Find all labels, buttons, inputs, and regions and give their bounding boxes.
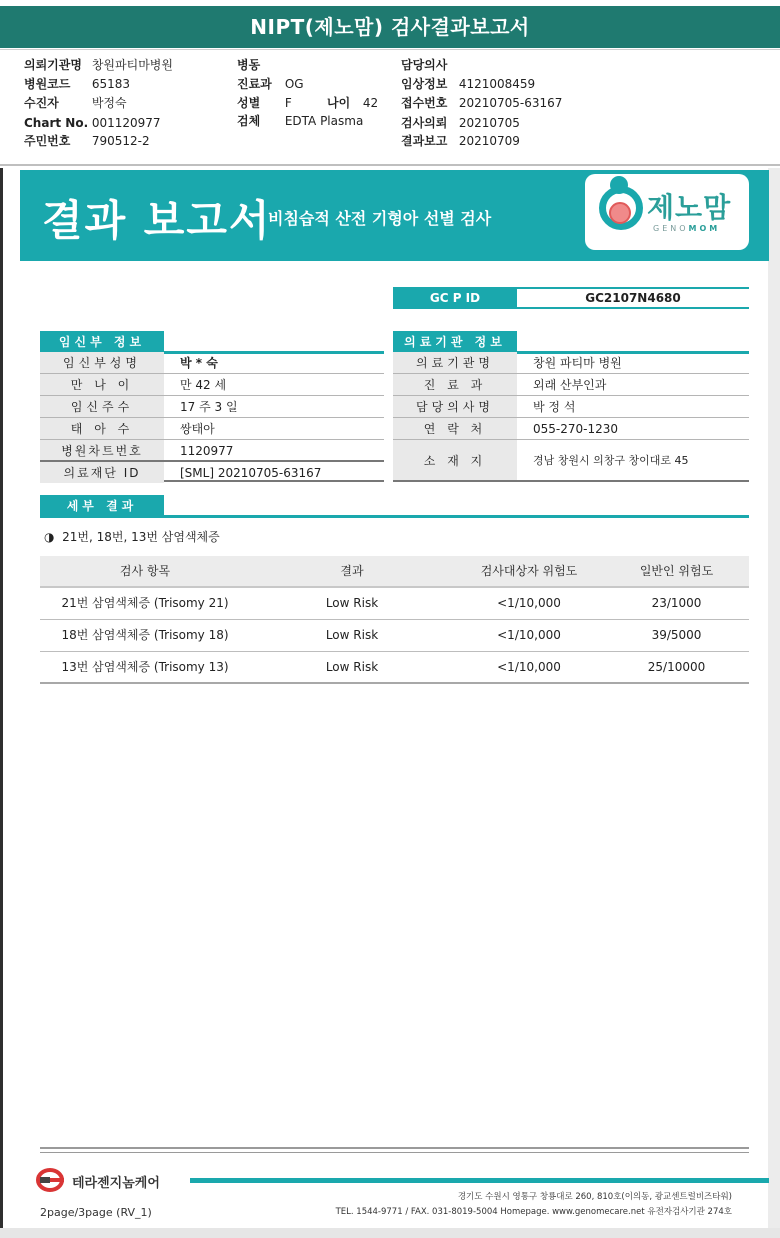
header-row: 주민번호 790512-2 xyxy=(24,134,150,148)
half-circle-icon: ◑ xyxy=(44,530,55,544)
table-row: 13번 삼염색체증 (Trisomy 13) Low Risk <1/10,000 25/10000 xyxy=(40,652,749,684)
section-divider xyxy=(40,515,749,518)
table-row: 21번 삼염색체증 (Trisomy 21) Low Risk <1/10,000 23/1000 xyxy=(40,588,749,620)
header-row: 병원코드 65183 xyxy=(24,77,131,91)
section-title: 임신부 정보 xyxy=(40,331,164,353)
header-row: 결과보고 20210709 xyxy=(401,134,520,148)
section-title: 의료기관 정보 xyxy=(393,331,517,353)
info-row: 만 나 이 만 42 세 xyxy=(40,374,384,396)
company-contact: TEL. 1544-9771 / FAX. 031-8019-5004 Homepage. www.genomecare.net 유전자검사기관 274호 xyxy=(335,1207,732,1217)
header-row: 성별 F xyxy=(237,96,292,110)
section-title: 세부 결과 xyxy=(40,495,164,517)
logo-head-icon xyxy=(610,176,628,194)
pregnant-info-table xyxy=(40,352,384,482)
header-row: 검체 EDTA Plasma xyxy=(237,114,364,128)
header-row: 담당의사 xyxy=(401,58,448,72)
banner-title: 결과 보고서 xyxy=(42,196,272,245)
report-title: NIPT(제노맘) 검사결과보고서 xyxy=(0,6,780,48)
info-row: 소 재 지 경남 창원시 의창구 창이대로 45 xyxy=(393,440,749,482)
detail-head xyxy=(40,495,749,517)
info-row: 의료기관명 창원 파티마 병원 xyxy=(393,352,749,374)
pregnant-info-head xyxy=(40,331,384,353)
logo-baby-icon xyxy=(609,202,631,224)
info-row: 진 료 과 외래 산부인과 xyxy=(393,374,749,396)
footer-divider xyxy=(40,1152,749,1153)
company-address: 경기도 수원시 영통구 창룡대로 260, 810호(이의동, 광교센트럴비즈타워) xyxy=(457,1192,732,1202)
column-header: 결과 xyxy=(340,564,364,578)
patient-header xyxy=(0,50,780,166)
terragen-logo-icon xyxy=(36,1168,66,1192)
info-row: 담당의사명 박 정 석 xyxy=(393,396,749,418)
header-row: 수진자 박정숙 xyxy=(24,96,127,110)
gcpid-value: GC2107N4680 xyxy=(517,287,749,309)
info-row: 병원차트번호 1120977 xyxy=(40,440,384,462)
genomom-logo xyxy=(585,174,749,250)
table-row: 18번 삼염색체증 (Trisomy 18) Low Risk <1/10,000 39/5000 xyxy=(40,620,749,652)
header-row: 진료과 OG xyxy=(237,77,304,91)
report-banner xyxy=(20,170,769,261)
column-header: 검사 항목 xyxy=(119,564,171,578)
info-row: 태 아 수 쌍태아 xyxy=(40,418,384,440)
logo-text: 제노맘 xyxy=(647,191,732,224)
table-header xyxy=(40,556,749,588)
page-bottom-edge xyxy=(0,1228,780,1238)
info-row: 연 락 처 055-270-1230 xyxy=(393,418,749,440)
institution-info-head xyxy=(393,331,749,353)
info-row: 의료재단 ID [SML] 20210705-63167 xyxy=(40,460,384,482)
footer-accent-bar xyxy=(190,1178,769,1183)
logo-subtext: GENOMOM xyxy=(653,224,721,233)
banner-subtitle: 비침습적 산전 기형아 선별 검사 xyxy=(268,209,492,228)
header-row: 검사의뢰 20210705 xyxy=(401,116,520,130)
column-header: 일반인 위험도 xyxy=(639,564,714,578)
info-row: 임신주수 17 주 3 일 xyxy=(40,396,384,418)
header-row: 임상정보 4121008459 xyxy=(401,77,536,91)
header-row: 접수번호 20210705-63167 xyxy=(401,96,563,110)
column-header: 검사대상자 위험도 xyxy=(480,564,578,578)
header-row: Chart No. 001120977 xyxy=(24,116,161,130)
page-margin xyxy=(768,168,780,1230)
info-row: 임신부성명 박 * 숙 xyxy=(40,352,384,374)
detail-subtitle: ◑ 21번, 18번, 13번 삼염색체증 xyxy=(44,530,220,544)
page-number: 2page/3page (RV_1) xyxy=(40,1206,152,1219)
report-frame xyxy=(0,168,780,1238)
gcpid-label: GC P ID xyxy=(393,287,517,309)
institution-info-table xyxy=(393,352,749,482)
title-bar xyxy=(0,0,780,50)
company-name: 테라젠지놈케어 xyxy=(72,1176,160,1191)
footer-divider xyxy=(40,1147,749,1149)
header-row: 나이 42 xyxy=(327,96,379,110)
header-row: 의뢰기관명 창원파티마병원 xyxy=(24,58,173,72)
header-row: 병동 xyxy=(237,58,261,72)
